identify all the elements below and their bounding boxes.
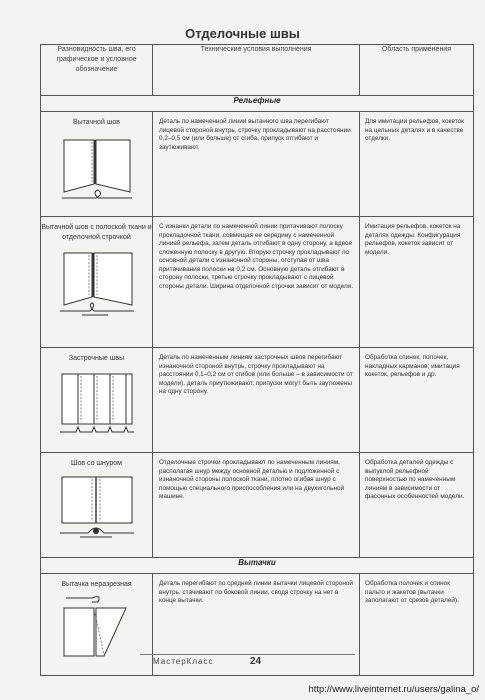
header-application-area: Область применения: [360, 45, 474, 96]
section-row-relief: [41, 96, 474, 112]
tuck-seam-strip-drawing: [52, 247, 142, 317]
technical-conditions: С изнанки детали по намеченной линии притачивают полоску прокладочной ткани, совмещая ее середину с намеченной линией рельефа, затем деталь отгибают в одну сторону, а вдвое сложенную полоску в другую. Вторую строчку прокладывают по основной детали с изнаночной стороны, отступая от шва притачивания полоски на 0,2 см. Основную деталь отгибают в сторону полоски, третью строчку прокладывают с лицевой стороны детали. Ширина отделочной строчки зависит от модели.: [153, 217, 360, 348]
seam-cell: [41, 348, 153, 453]
seam-name: Шов со шнуром: [71, 460, 122, 467]
footer-divider: [140, 654, 355, 655]
page-number: 24: [250, 656, 262, 667]
seam-name: Вытачной шов с полоской ткани и отделочной строчкой: [41, 224, 152, 241]
technical-conditions: Деталь перегибают по средней линии вытачки лицевой стороной внутрь, стачивают по боковой линии, сводя строчку на нет в конце вытачки.: [153, 574, 360, 676]
table-row: [41, 217, 474, 348]
table-row: [41, 453, 474, 558]
seams-table: [40, 44, 474, 676]
seam-name: Вытачной шов: [72, 119, 121, 126]
tuck-seam-drawing: [52, 132, 142, 202]
application-area: Имитация рельефов, кокеток на деталях одежды. Конфигурация рельефов, кокеток зависит от модели.: [360, 217, 474, 348]
technical-conditions: Деталь по намеченным линиям застрочных швов перегибают изнаночной стороной внутрь, строчку прокладывают на расстоянии 0,1–0,2 см от сгибов (или больше – в зависимости от модели), деталь приутюживают, припуски могут быть заутюжены на одну сторону.: [153, 348, 360, 453]
section-title-relief: Рельефные: [41, 96, 474, 112]
table-row: [41, 348, 474, 453]
application-area: Обработка спинок, полочек, накладных карманов; имитация кокеток, рельефов и др.: [360, 348, 474, 453]
section-title-darts: Вытачки: [41, 558, 474, 574]
application-area: Обработка полочек и спинок пальто и жакетов (вытачки заполагают от срезов деталей).: [360, 574, 474, 676]
footer-brand: МастерКласс: [153, 657, 214, 666]
seam-name: Застрочные швы: [68, 355, 125, 362]
technical-conditions: Отделочные строчки прокладывают по намеченным линиям, располагая шнур между основной деталью и подложенной с изнаночной стороны полоской ткани, плотно огибая шнур с помощью специального приспособления или на двухигольной машине.: [153, 453, 360, 558]
application-area: Обработка деталей одежды с выпуклой рельефной поверхностью по намеченным линиям в зависимости от фасонных особенностей модели.: [360, 453, 474, 558]
header-seam-type: Разновидность шва, его графическое и условное обозначение: [41, 45, 153, 96]
uncut-dart-drawing: [52, 594, 142, 664]
page-title: Отделочные швы: [185, 26, 300, 41]
seam-cell: [41, 453, 153, 558]
seam-cell: [41, 112, 153, 217]
header-technical-conditions: Технические условия выполнения: [153, 45, 360, 96]
application-area: Для имитации рельефов, кокеток на цельных деталях и в качестве отделки.: [360, 112, 474, 217]
technical-conditions: Деталь по намеченной линии вытачного шва перегибают лицевой стороной внутрь, строчку прокладывают на расстоянии 0,2–0,5 см (или больше) от сгиба, припуск отгибают и заутюживают.: [153, 112, 360, 217]
seam-cell: [41, 217, 153, 348]
pintuck-seam-drawing: [52, 368, 142, 438]
corded-seam-drawing: [52, 473, 142, 543]
table-row: [41, 112, 474, 217]
source-url: http://www.liveinternet.ru/users/galina_o/: [308, 684, 479, 695]
table-header-row: [41, 45, 474, 96]
seam-cell: [41, 574, 153, 676]
section-row-darts: [41, 558, 474, 574]
seam-name: Вытачка неразрезная: [61, 581, 132, 588]
